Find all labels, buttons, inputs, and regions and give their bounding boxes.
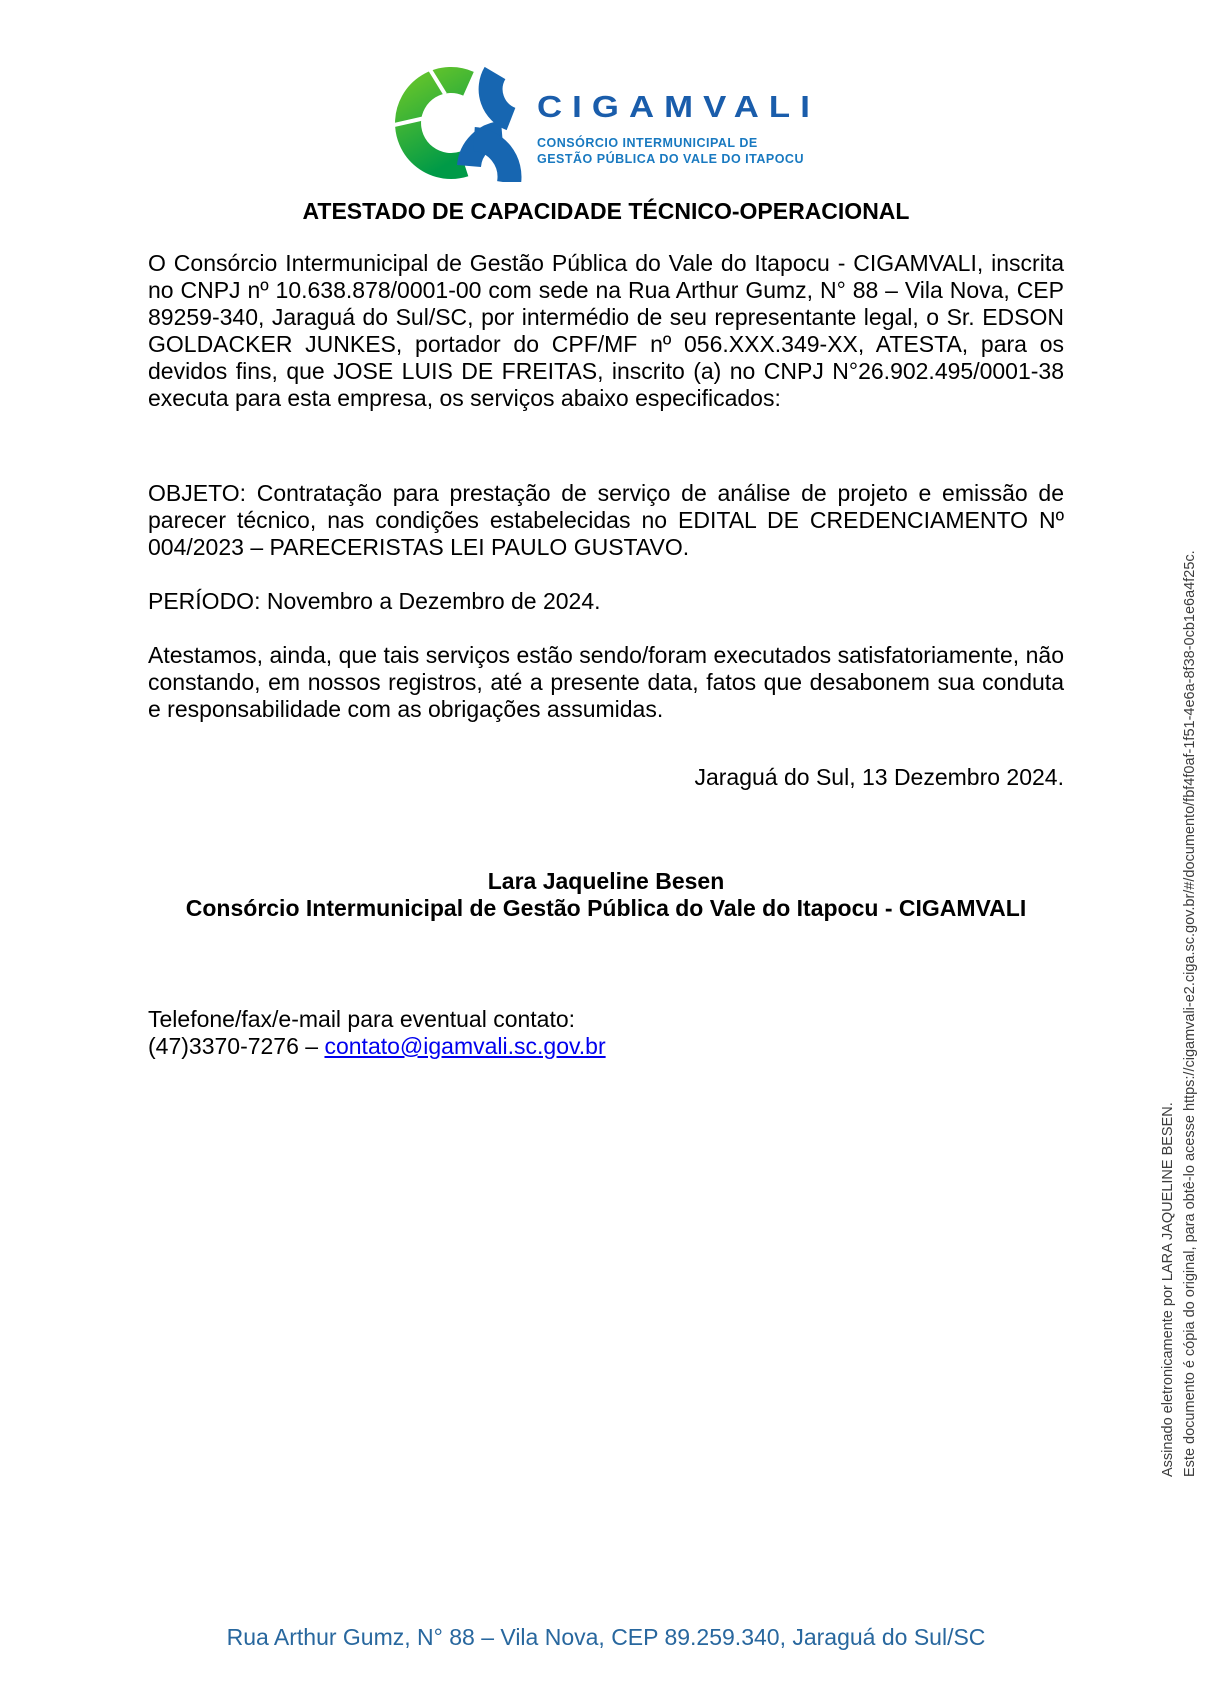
signature-note-line1: Assinado eletronicamente por LARA JAQUELINE BESEN. xyxy=(1160,1102,1176,1477)
contact-block xyxy=(148,1006,1064,1060)
objeto-paragraph: OBJETO: Contratação para prestação de serviço de análise de projeto e emissão de parecer técnico, nas condições estabelecidas no EDITAL DE CREDENCIAMENTO Nº 004/2023 – PARECERISTAS LEI PAULO GUSTAVO. xyxy=(148,480,1064,560)
periodo-paragraph: PERÍODO: Novembro a Dezembro de 2024. xyxy=(148,588,601,614)
signatory-name: Lara Jaqueline Besen xyxy=(487,868,725,894)
footer-address: Rua Arthur Gumz, N° 88 – Vila Nova, CEP 89.259.340, Jaraguá do Sul/SC xyxy=(226,1624,986,1650)
contact-label: Telefone/fax/e-mail para eventual contato: xyxy=(148,1006,576,1032)
contact-phone: (47)3370-7276 – xyxy=(148,1033,325,1059)
electronic-signature-note xyxy=(1157,525,1201,1477)
signature-note-line2: Este documento é cópia do original, para obtê-lo acesse https://cigamvali-e2.ciga.sc.gov.br/#/documento/fbf4f0af-1f51-4e6a-8f38-0cb1e6a4f25c. xyxy=(1182,550,1198,1477)
logo-wordmark: CIGAMVALI xyxy=(537,89,820,124)
logo-subtitle-line2: GESTÃO PÚBLICA DO VALE DO ITAPOCU xyxy=(537,152,804,166)
contact-line xyxy=(148,1033,1064,1060)
atestamos-paragraph: Atestamos, ainda, que tais serviços estão sendo/foram executados satisfatoriamente, não constando, em nossos registros, até a presente data, fatos que desabonem sua conduta e responsabilidade com as obrigações assumidas. xyxy=(148,642,1064,722)
signature-block xyxy=(120,868,1092,922)
document-title: ATESTADO DE CAPACIDADE TÉCNICO-OPERACIONAL xyxy=(302,198,910,224)
cigamvali-logo-icon xyxy=(395,60,528,182)
signatory-organization: Consórcio Intermunicipal de Gestão Pública do Vale do Itapocu - CIGAMVALI xyxy=(185,895,1027,921)
logo-subtitle-line1: CONSÓRCIO INTERMUNICIPAL DE xyxy=(537,136,758,150)
contact-email-link[interactable]: contato@igamvali.sc.gov.br xyxy=(324,1033,606,1059)
intro-paragraph: O Consórcio Intermunicipal de Gestão Pública do Vale do Itapocu - CIGAMVALI, inscrita no CNPJ nº 10.638.878/0001-00 com sede na Rua Arthur Gumz, N° 88 – Vila Nova, CEP 89259-340, Jaraguá do Sul/SC, por intermédio de seu representante legal, o Sr. EDSON GOLDACKER JUNKES, portador do CPF/MF nº 056.XXX.349-XX, ATESTA, para os devidos fins, que JOSE LUIS DE FREITAS, inscrito (a) no CNPJ N°26.902.495/0001-38 executa para esta empresa, os serviços abaixo especificados: xyxy=(148,250,1064,411)
logo-text-block xyxy=(537,89,820,167)
date-line: Jaraguá do Sul, 13 Dezembro 2024. xyxy=(694,764,1064,790)
